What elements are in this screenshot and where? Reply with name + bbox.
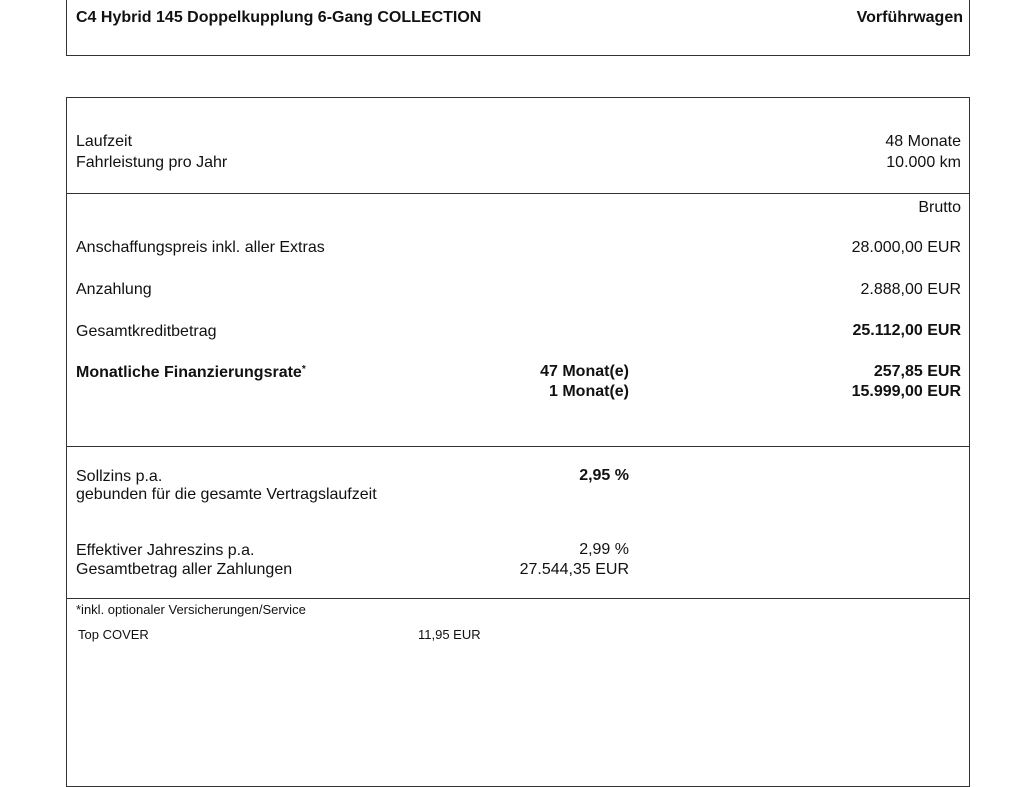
anschaffung-value: 28.000,00 EUR xyxy=(851,239,961,256)
rate-1-months: 47 Monat(e) xyxy=(540,363,629,380)
rate-1-value: 257,85 EUR xyxy=(873,363,961,380)
divider-terms xyxy=(67,193,969,194)
kredit-value: 25.112,00 EUR xyxy=(852,322,961,339)
vehicle-status: Vorführwagen xyxy=(856,9,963,26)
rate-label-text: Monatliche Finanzierungsrate xyxy=(76,364,302,381)
fahrleistung-label: Fahrleistung pro Jahr xyxy=(76,154,228,171)
effektiv-label: Effektiver Jahreszins p.a. xyxy=(76,542,255,559)
financing-table xyxy=(66,97,970,787)
divider-pricing xyxy=(67,446,969,447)
laufzeit-value: 48 Monate xyxy=(885,133,961,150)
rate-2-months: 1 Monat(e) xyxy=(549,383,629,400)
vehicle-model: C4 Hybrid 145 Doppelkupplung 6-Gang COLLECTION xyxy=(76,9,482,26)
rate-2-value: 15.999,00 EUR xyxy=(851,383,961,400)
rate-marker: * xyxy=(301,364,306,375)
footnote-item-value: 11,95 EUR xyxy=(418,627,481,642)
footnote-item-label: Top COVER xyxy=(78,627,149,642)
anzahlung-label: Anzahlung xyxy=(76,281,152,298)
divider-interest xyxy=(67,598,969,599)
fahrleistung-value: 10.000 km xyxy=(886,154,961,171)
effektiv-value: 2,99 % xyxy=(579,541,629,558)
gesamt-label: Gesamtbetrag aller Zahlungen xyxy=(76,561,293,578)
brutto-header: Brutto xyxy=(918,199,961,216)
anzahlung-value: 2.888,00 EUR xyxy=(860,281,961,298)
kredit-label: Gesamtkreditbetrag xyxy=(76,323,217,340)
gesamt-value: 27.544,35 EUR xyxy=(519,561,629,578)
sollzins-sub: gebunden für die gesamte Vertragslaufzeit xyxy=(76,486,377,503)
sollzins-value: 2,95 % xyxy=(579,467,629,484)
footnote-note: *inkl. optionaler Versicherungen/Service xyxy=(76,602,306,617)
anschaffung-label: Anschaffungspreis inkl. aller Extras xyxy=(76,239,325,256)
rate-label xyxy=(76,363,306,383)
laufzeit-label: Laufzeit xyxy=(76,133,133,150)
vehicle-header xyxy=(66,0,970,56)
sollzins-label: Sollzins p.a. xyxy=(76,468,163,485)
